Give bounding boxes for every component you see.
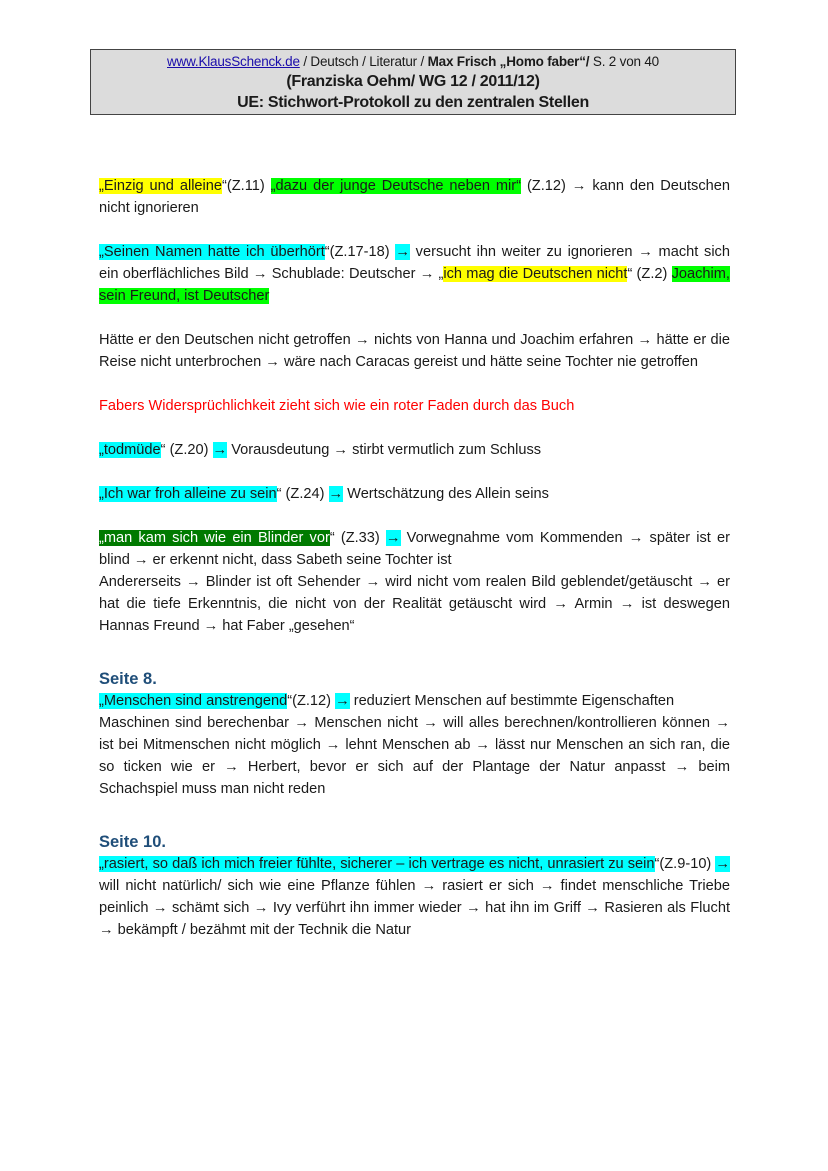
paragraph-7-continued: Andererseits → Blinder ist oft Sehender → wird nicht vom realen Bild geblendet/getäuscht → er hat die tiefe Erkenntnis, die nicht von der Realität getäuscht wird → Armin → ist deswegen Hannas Freund → hat Faber „gesehen“ [99,574,730,634]
header-subtitle: UE: Stichwort-Protokoll zu den zentralen Stellen [237,94,589,111]
text: “ (Z.20) [160,442,213,458]
paragraph-2 [99,241,730,307]
arrow-icon: → [395,244,410,260]
document-body [99,175,730,941]
paragraph-s8-2: Maschinen sind berechenbar → Menschen nicht → will alles berechnen/kontrollieren können → ist bei Mitmenschen nicht möglich → lehnt Menschen ab → lässt nur Menschen an sich ran, die so ticken wie er → Herbert, bevor er sich auf der Plantage der Natur anpasst → beim Schachspiel muss man nicht reden [99,715,730,797]
paragraph-s8-1 [99,690,730,712]
paragraph-1 [99,175,730,219]
site-link[interactable]: www.KlausSchenck.de [167,54,300,69]
text: will nicht natürlich/ sich wie eine Pflanze fühlen → rasiert er sich → findet menschliche Triebe peinlich → schämt sich → Ivy verführt ihn immer wieder → hat ihn im Griff → Rasieren als Flucht → bekämpft / bezähmt mit der Technik die Natur [99,878,730,938]
arrow-icon: → [328,486,344,502]
paragraph-3: Hätte er den Deutschen nicht getroffen → nichts von Hanna und Joachim erfahren → hätte er die Reise nicht unterbrochen → wäre nach Caracas gereist und hätte seine Tochter nie getroffen [99,332,730,370]
document-header [90,49,736,115]
header-page: S. 2 von 40 [589,54,659,69]
red-statement: Fabers Widersprüchlichkeit zieht sich wie ein roter Faden durch das Buch [99,398,575,414]
text: “(Z.9-10) [654,856,716,872]
paragraph-s10 [99,853,730,941]
section-heading-seite-8: Seite 8. [99,670,157,688]
header-author: (Franziska Oehm/ WG 12 / 2011/12) [286,73,540,90]
text: “(Z.11) [222,178,271,194]
quote-highlight: „man kam sich wie ein Blinder vor [99,530,330,546]
text: “ (Z.24) [276,486,329,502]
text: Vorwegnahme vom Kommenden → später ist er blind → er erkennt nicht, dass Sabeth seine Tochter ist [99,530,730,568]
arrow-icon: → [212,442,228,458]
text: Vorausdeutung → stirbt vermutlich zum Schluss [227,442,542,458]
text: reduziert Menschen auf bestimmte Eigenschaften [349,693,675,709]
quote-highlight: „dazu der junge Deutsche neben mir“ [270,178,522,194]
quote-highlight: „todmüde [99,442,161,458]
quote-highlight: „Menschen sind anstrengend [99,693,288,709]
arrow-icon: → [385,530,401,546]
quote-highlight: Joachim, sein Freund, ist Deutscher [99,266,730,304]
header-book: Max Frisch „Homo faber“/ [427,54,590,69]
paragraph-7 [99,527,730,571]
text: “ (Z.2) [627,266,672,282]
quote-highlight: „Ich war froh alleine zu sein [99,486,277,502]
text: (Z.12) → kann den Deutschen nicht ignorieren [99,178,730,216]
header-path: / Deutsch / Literatur / [299,54,428,69]
arrow-icon: → [335,693,350,709]
quote-highlight: „Seinen Namen hatte ich überhört [99,244,325,260]
text: “(Z.17-18) [324,244,396,260]
text: versucht ihn weiter zu ignorieren → macht sich ein oberflächliches Bild → Schublade: Deutscher → „ [99,244,730,282]
text: “(Z.12) [287,693,336,709]
text: Wertschätzung des Allein seins [343,486,549,502]
quote-highlight: ich mag die Deutschen nicht [443,266,628,282]
text: “ (Z.33) [329,530,386,546]
paragraph-5 [99,439,730,461]
paragraph-6 [99,483,730,505]
section-heading-seite-10: Seite 10. [99,833,166,851]
quote-highlight: „Einzig und alleine [99,178,223,194]
quote-highlight: „rasiert, so daß ich mich freier fühlte, sicherer – ich vertrage es nicht, unrasiert zu sein [99,856,655,872]
arrow-icon: → [715,856,730,872]
header-source-line [91,53,735,71]
